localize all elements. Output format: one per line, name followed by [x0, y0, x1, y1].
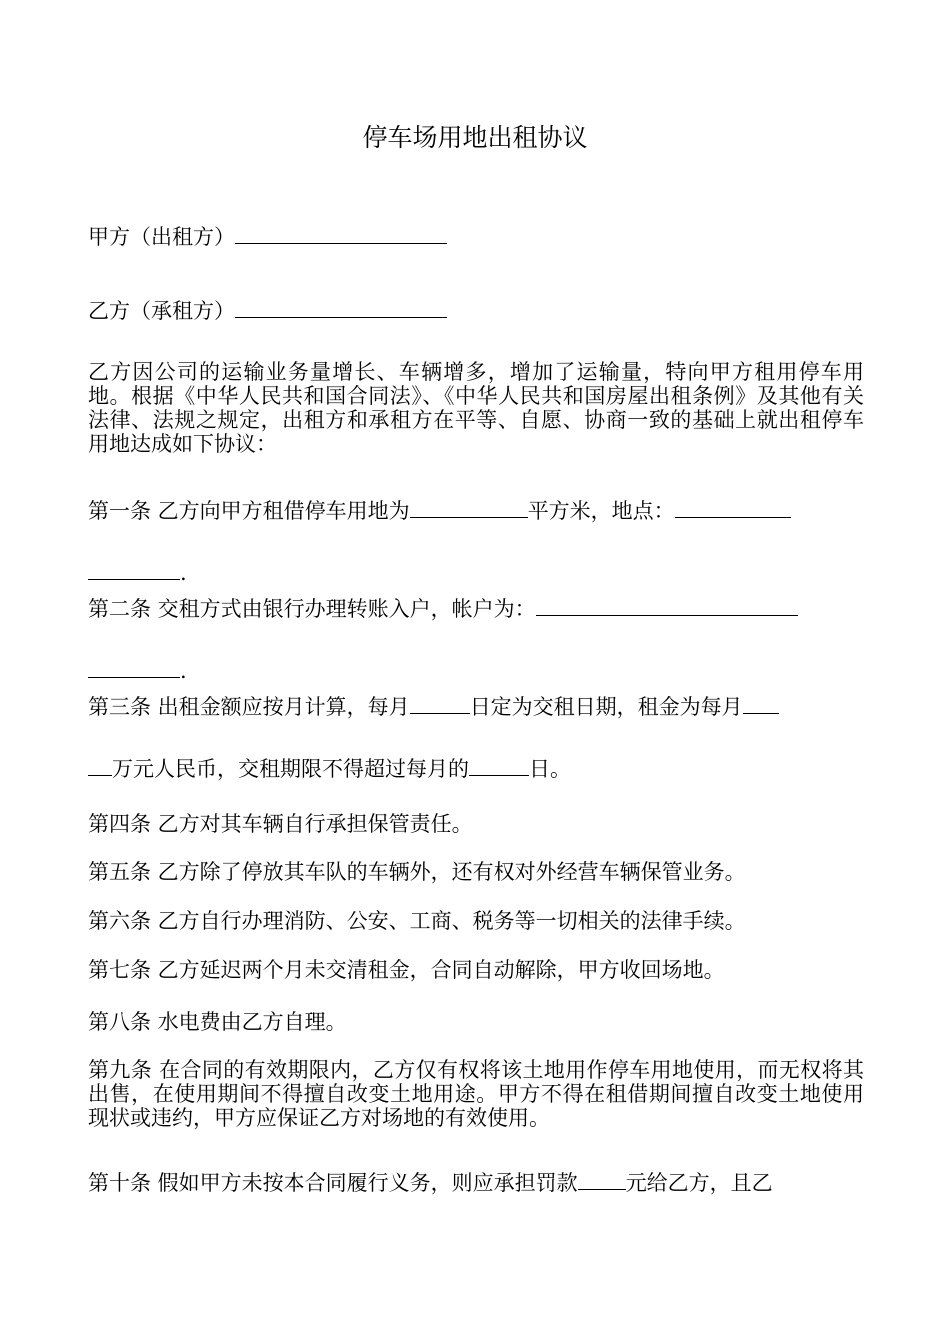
article-10-text-b: 元给乙方，且乙: [625, 1171, 773, 1195]
article-8: 第八条 水电费由乙方自理。: [88, 1010, 347, 1034]
article-9: 第九条 在合同的有效期限内，乙方仅有权将该土地用作停车用地使用，而无权将其出售，在使用期间不得擅自改变土地用途。甲方不得在租借期间擅自改变土地使用现状或违约，甲方应保证乙方对场地的有效使用。: [88, 1058, 864, 1130]
party-a-line: [88, 224, 864, 249]
article-4: 第四条 乙方对其车辆自行承担保管责任。: [88, 812, 473, 836]
article-3-text-b: 日定为交租日期，租金为每月: [469, 695, 743, 719]
location-blank: [675, 498, 791, 518]
rent-amount-blank: [743, 694, 779, 714]
rent-amount-blank-cont: [88, 756, 112, 776]
account-blank: [536, 596, 798, 616]
deadline-day-blank: [469, 756, 529, 776]
article-6: 第六条 乙方自行办理消防、公安、工商、税务等一切相关的法律手续。: [88, 909, 746, 933]
party-b-line: [88, 298, 864, 323]
article-5: 第五条 乙方除了停放其车队的车辆外，还有权对外经营车辆保管业务。: [88, 860, 746, 884]
article-3-text-d: 日。: [529, 757, 571, 781]
pay-day-blank: [410, 694, 470, 714]
penalty-blank: [578, 1170, 626, 1190]
article-3-text-c: 万元人民币，交租期限不得超过每月的: [112, 757, 469, 781]
article-2-text-a: 第二条 交租方式由银行办理转账入户，帐户为：: [88, 597, 536, 621]
area-blank: [410, 498, 528, 518]
article-2-end: .: [180, 659, 187, 683]
article-7: 第七条 乙方延迟两个月未交清租金，合同自动解除，甲方收回场地。: [88, 958, 725, 982]
party-b-label: 乙方（承租方）: [88, 299, 235, 323]
article-1-text-a: 第一条 乙方向甲方租借停车用地为: [88, 499, 410, 523]
party-a-blank: [235, 224, 447, 244]
article-3-text-a: 第三条 出租金额应按月计算，每月: [88, 695, 410, 719]
document-title: 停车场用地出租协议: [362, 123, 588, 152]
preamble-paragraph: 乙方因公司的运输业务量增长、车辆增多，增加了运输量，特向甲方租用停车用地。根据《中华人民共和国合同法》、《中华人民共和国房屋出租条例》及其他有关法律、法规之规定，出租方和承租方在平等、自愿、协商一致的基础上就出租停车用地达成如下协议：: [88, 360, 864, 456]
location-blank-cont: [88, 560, 180, 580]
article-10-text-a: 第十条 假如甲方未按本合同履行义务，则应承担罚款: [88, 1171, 578, 1195]
article-1-text-b: 平方米，地点：: [527, 499, 675, 523]
party-b-blank: [235, 298, 447, 318]
article-10: [88, 1170, 864, 1195]
account-blank-cont: [88, 658, 180, 678]
party-a-label: 甲方（出租方）: [88, 225, 235, 249]
article-1-end: .: [180, 561, 187, 585]
article-3: [88, 676, 864, 800]
